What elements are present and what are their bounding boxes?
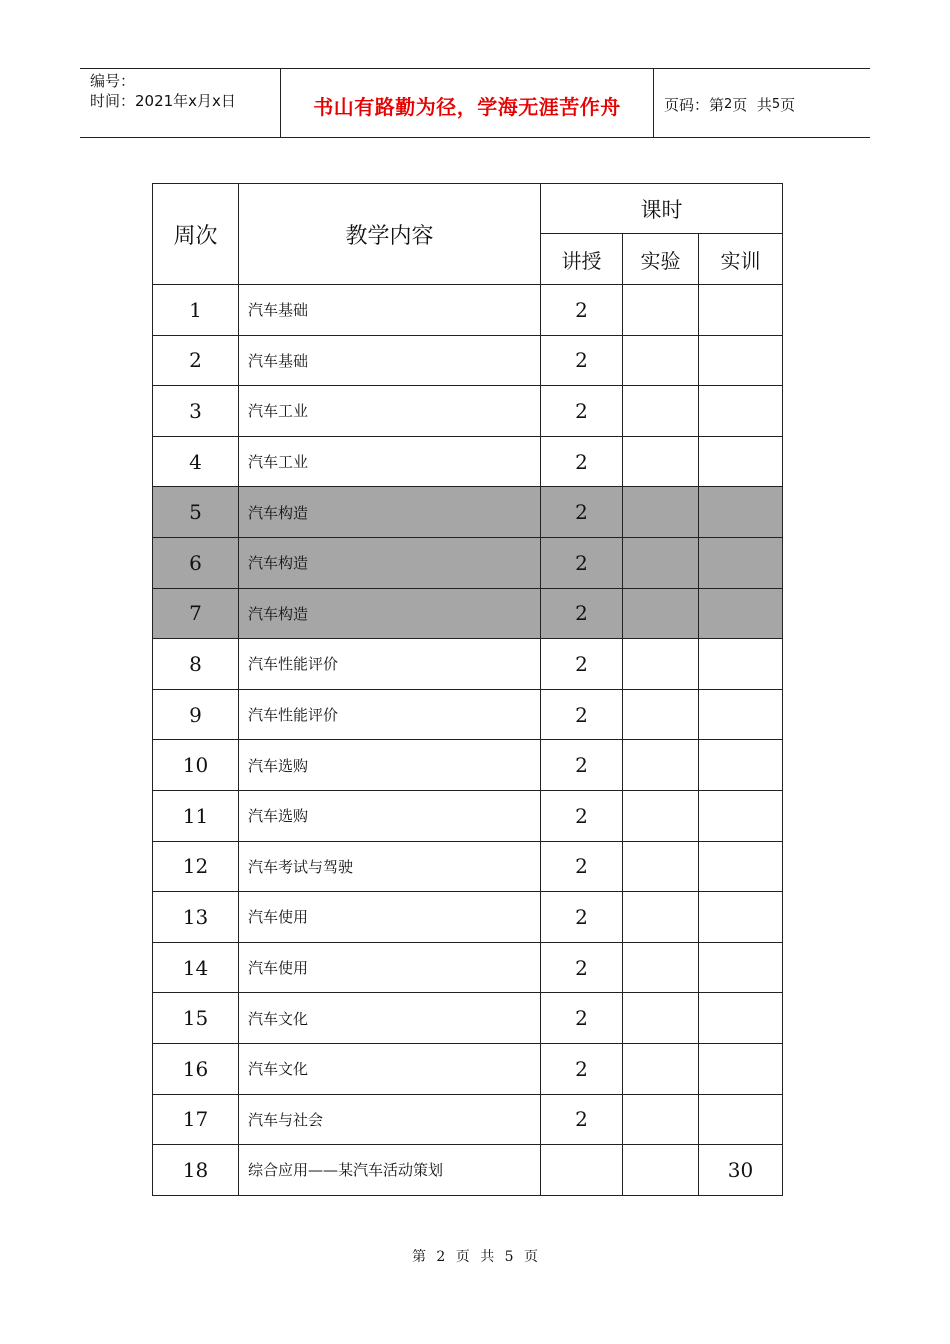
page-label-middle: 页 共 — [732, 95, 772, 114]
cell-lecture: 2 — [541, 537, 623, 588]
cell-content: 汽车工业 — [239, 386, 541, 437]
page-current: 2 — [724, 96, 733, 112]
cell-week: 2 — [153, 335, 239, 386]
table-row — [153, 487, 783, 538]
cell-week: 15 — [153, 993, 239, 1044]
cell-lecture: 2 — [541, 1094, 623, 1145]
cell-week: 12 — [153, 841, 239, 892]
cell-experiment — [623, 1043, 699, 1094]
cell-week: 6 — [153, 537, 239, 588]
cell-content: 汽车基础 — [239, 285, 541, 336]
cell-lecture — [541, 1145, 623, 1196]
cell-lecture: 2 — [541, 487, 623, 538]
page-footer: 第 2 页 共 5 页 — [411, 1249, 539, 1265]
cell-content: 汽车性能评价 — [239, 689, 541, 740]
cell-practice — [699, 1094, 783, 1145]
header-experiment: 实验 — [623, 234, 699, 285]
cell-practice — [699, 993, 783, 1044]
cell-lecture: 2 — [541, 841, 623, 892]
cell-practice — [699, 487, 783, 538]
cell-experiment — [623, 740, 699, 791]
table-header-row — [153, 184, 783, 234]
table-row — [153, 689, 783, 740]
cell-lecture: 2 — [541, 740, 623, 791]
cell-practice — [699, 892, 783, 943]
cell-lecture: 2 — [541, 639, 623, 690]
cell-practice — [699, 841, 783, 892]
cell-lecture: 2 — [541, 386, 623, 437]
cell-week: 4 — [153, 436, 239, 487]
cell-week: 18 — [153, 1145, 239, 1196]
table-row — [153, 537, 783, 588]
cell-week: 16 — [153, 1043, 239, 1094]
cell-experiment — [623, 1145, 699, 1196]
page-total: 5 — [771, 96, 781, 112]
header-motto: 书山有路勤为径，学海无涯苦作舟 — [281, 69, 654, 137]
cell-content: 综合应用——某汽车活动策划 — [239, 1145, 541, 1196]
cell-experiment — [623, 1094, 699, 1145]
table-row — [153, 1094, 783, 1145]
cell-practice: 30 — [699, 1145, 783, 1196]
header-hours: 课时 — [541, 184, 783, 234]
cell-week: 14 — [153, 942, 239, 993]
page-label-suffix: 页 — [780, 95, 796, 114]
cell-lecture: 2 — [541, 1043, 623, 1094]
cell-content: 汽车构造 — [239, 487, 541, 538]
cell-content: 汽车选购 — [239, 790, 541, 841]
cell-practice — [699, 942, 783, 993]
cell-practice — [699, 1043, 783, 1094]
cell-content: 汽车考试与驾驶 — [239, 841, 541, 892]
cell-practice — [699, 639, 783, 690]
table-row — [153, 1043, 783, 1094]
cell-content: 汽车使用 — [239, 892, 541, 943]
cell-week: 7 — [153, 588, 239, 639]
page-label-prefix: 页码：第 — [664, 95, 725, 114]
cell-experiment — [623, 790, 699, 841]
cell-practice — [699, 740, 783, 791]
cell-experiment — [623, 841, 699, 892]
table-row — [153, 790, 783, 841]
cell-content: 汽车构造 — [239, 588, 541, 639]
cell-lecture: 2 — [541, 942, 623, 993]
cell-content: 汽车构造 — [239, 537, 541, 588]
schedule-table — [152, 183, 783, 1196]
cell-content: 汽车工业 — [239, 436, 541, 487]
cell-experiment — [623, 537, 699, 588]
cell-lecture: 2 — [541, 993, 623, 1044]
table-row — [153, 841, 783, 892]
cell-content: 汽车使用 — [239, 942, 541, 993]
page-header — [80, 68, 870, 138]
table-row — [153, 285, 783, 336]
cell-week: 8 — [153, 639, 239, 690]
cell-lecture: 2 — [541, 285, 623, 336]
cell-experiment — [623, 335, 699, 386]
header-week: 周次 — [153, 184, 239, 285]
cell-content: 汽车与社会 — [239, 1094, 541, 1145]
cell-lecture: 2 — [541, 588, 623, 639]
cell-week: 5 — [153, 487, 239, 538]
cell-practice — [699, 285, 783, 336]
table-row — [153, 1145, 783, 1196]
cell-practice — [699, 790, 783, 841]
cell-experiment — [623, 386, 699, 437]
table-body — [153, 285, 783, 1196]
cell-lecture: 2 — [541, 892, 623, 943]
time-label: 时间：2021年x月x日 — [90, 92, 236, 110]
header-lecture: 讲授 — [541, 234, 623, 285]
table-row — [153, 942, 783, 993]
cell-lecture: 2 — [541, 790, 623, 841]
cell-content: 汽车选购 — [239, 740, 541, 791]
table-row — [153, 892, 783, 943]
cell-lecture: 2 — [541, 436, 623, 487]
cell-content: 汽车性能评价 — [239, 639, 541, 690]
cell-practice — [699, 588, 783, 639]
cell-experiment — [623, 487, 699, 538]
header-content: 教学内容 — [239, 184, 541, 285]
cell-week: 10 — [153, 740, 239, 791]
table-row — [153, 436, 783, 487]
serial-label: 编号： — [90, 72, 136, 90]
table-row — [153, 740, 783, 791]
cell-practice — [699, 689, 783, 740]
cell-experiment — [623, 689, 699, 740]
cell-lecture: 2 — [541, 689, 623, 740]
header-practice: 实训 — [699, 234, 783, 285]
cell-experiment — [623, 942, 699, 993]
cell-experiment — [623, 436, 699, 487]
cell-experiment — [623, 892, 699, 943]
cell-experiment — [623, 588, 699, 639]
cell-week: 11 — [153, 790, 239, 841]
cell-content: 汽车基础 — [239, 335, 541, 386]
cell-experiment — [623, 639, 699, 690]
cell-practice — [699, 436, 783, 487]
cell-lecture: 2 — [541, 335, 623, 386]
cell-experiment — [623, 285, 699, 336]
header-meta — [80, 69, 281, 137]
table-row — [153, 639, 783, 690]
cell-content: 汽车文化 — [239, 1043, 541, 1094]
table-row — [153, 993, 783, 1044]
cell-practice — [699, 335, 783, 386]
table-row — [153, 588, 783, 639]
cell-content: 汽车文化 — [239, 993, 541, 1044]
cell-week: 9 — [153, 689, 239, 740]
table-row — [153, 386, 783, 437]
cell-practice — [699, 386, 783, 437]
cell-week: 3 — [153, 386, 239, 437]
cell-practice — [699, 537, 783, 588]
cell-week: 1 — [153, 285, 239, 336]
header-page-info — [654, 69, 870, 137]
table-row — [153, 335, 783, 386]
cell-week: 17 — [153, 1094, 239, 1145]
cell-experiment — [623, 993, 699, 1044]
cell-week: 13 — [153, 892, 239, 943]
